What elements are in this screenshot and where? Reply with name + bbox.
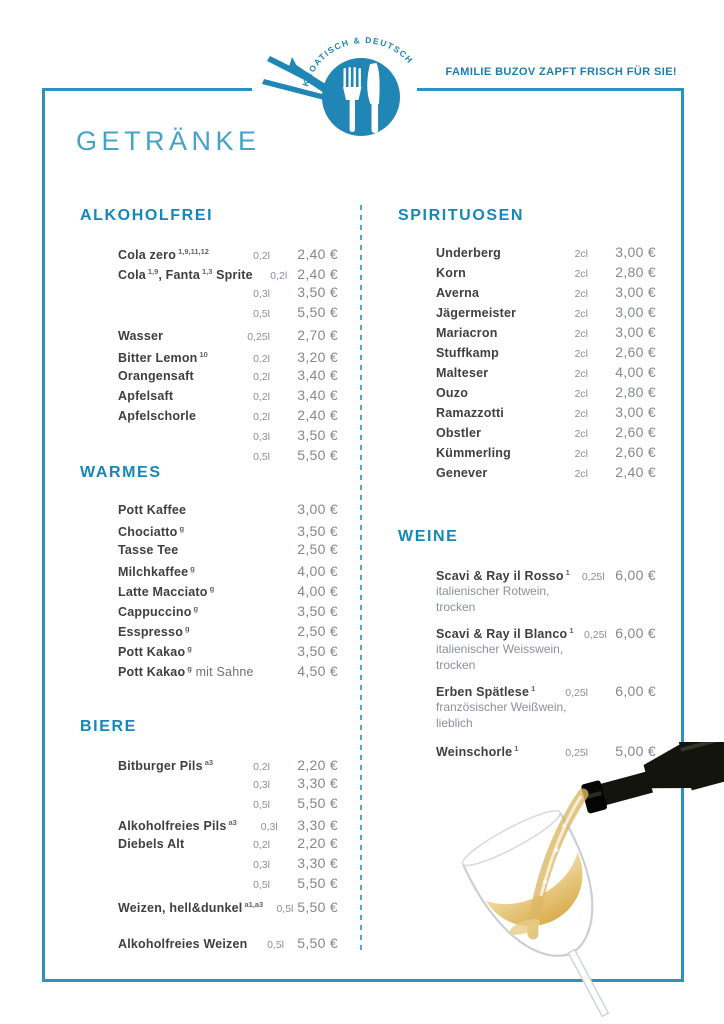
item-name: Cappuccino $^g$ (118, 604, 199, 620)
item-price: 2,40 € (297, 246, 338, 263)
item-name: Ouzo (436, 386, 469, 400)
item-price: 2,60 € (615, 444, 656, 460)
menu-item-row (80, 659, 338, 679)
menu-item-row (80, 405, 338, 425)
item-quantity: 2cl (574, 428, 588, 440)
item-price: 2,80 € (615, 264, 656, 280)
item-description: italienischer Rotwein, (436, 584, 550, 598)
item-quantity: 2cl (574, 388, 588, 400)
item-price: 3,40 € (297, 387, 338, 403)
item-price: 5,50 € (297, 875, 338, 891)
menu-item-row (398, 442, 656, 462)
menu-item-row (80, 425, 338, 445)
tagline: FAMILIE BUZOV ZAPFT FRISCH FÜR SIE! (445, 66, 677, 78)
item-name: Stuffkamp (436, 346, 499, 360)
item-name: Erben Spätlese $^1$ (436, 684, 536, 700)
item-name: Bitter Lemon $^{10}$ (118, 350, 208, 366)
item-price: 3,50 € (297, 523, 338, 540)
item-price: 4,50 € (297, 663, 338, 680)
item-name: Diebels Alt (118, 837, 185, 851)
item-footnote: 1 (514, 744, 519, 753)
menu-item-row (398, 679, 656, 699)
menu-item-row (80, 385, 338, 405)
item-name: Obstler (436, 426, 482, 440)
item-price: 5,00 € (615, 743, 656, 760)
item-quantity: 0,25l (565, 747, 588, 760)
item-price: 3,20 € (297, 349, 338, 366)
section-rows (80, 499, 338, 679)
item-price: 2,20 € (297, 757, 338, 774)
item-name: Kümmerling (436, 446, 511, 460)
item-footnote: g (185, 624, 190, 633)
section-warmes (80, 464, 338, 679)
item-name: Esspresso $^g$ (118, 624, 190, 640)
item-name: Jägermeister (436, 306, 517, 320)
item-name: Milchkaffee $^g$ (118, 564, 195, 580)
item-price: 2,40 € (297, 266, 338, 283)
item-footnote: 1 (531, 684, 536, 693)
menu-item-row (80, 365, 338, 385)
section-spirituosen (398, 207, 656, 482)
item-price: 6,00 € (615, 567, 656, 584)
item-quantity: 0,5l (253, 308, 270, 320)
item-name: Alkoholfreies Pils $^{a3}$ (118, 818, 237, 834)
item-description: trocken (436, 658, 476, 672)
menu-item-row (398, 621, 656, 641)
item-price: 3,30 € (297, 775, 338, 791)
menu-item-row (80, 519, 338, 539)
item-price: 3,50 € (297, 643, 338, 660)
item-name: Ramazzotti (436, 406, 504, 420)
item-name: Alkoholfreies Weizen (118, 937, 248, 951)
menu-item-row (80, 445, 338, 465)
item-name: Latte Macciato $^g$ (118, 584, 215, 600)
menu-item-row (80, 242, 338, 262)
section-title: SPIRITUOSEN (398, 207, 525, 224)
item-price: 4,00 € (615, 364, 656, 380)
item-quantity: 2cl (574, 268, 588, 280)
item-name: Apfelsaft (118, 389, 174, 403)
item-name: Cola $^{1,9}$, Fanta $^{1,3}$ Sprite (118, 267, 253, 283)
item-quantity: 2cl (574, 308, 588, 320)
item-quantity: 0,25l (247, 331, 270, 343)
item-quantity: 0,3l (260, 821, 278, 834)
menu-item-row (398, 402, 656, 422)
item-footnote: g (209, 584, 215, 593)
menu-item-row (80, 933, 338, 953)
menu-item-row (398, 322, 656, 342)
item-quantity: 0,25l (584, 629, 607, 642)
item-name: Wasser (118, 329, 164, 343)
item-quantity: 2cl (574, 408, 588, 420)
menu-item-row (80, 599, 338, 619)
menu-item-row (80, 793, 338, 813)
item-name: Orangensaft (118, 369, 194, 383)
item-price: 2,40 € (297, 407, 338, 423)
item-price: 2,40 € (615, 464, 656, 480)
item-price: 6,00 € (615, 625, 656, 642)
menu-item-row (80, 499, 338, 519)
item-quantity: 0,2l (253, 411, 270, 423)
menu-item-row (80, 559, 338, 579)
item-name: Weinschorle $^1$ (436, 744, 519, 760)
page-title: GETRÄNKE (76, 126, 261, 156)
item-footnote: 1 (569, 626, 574, 635)
item-price: 2,60 € (615, 424, 656, 440)
item-price: 2,70 € (297, 327, 338, 343)
item-name: Mariacron (436, 326, 498, 340)
wine-pour-photo (440, 742, 724, 1024)
item-price: 4,00 € (297, 563, 338, 580)
item-price: 3,00 € (297, 501, 338, 517)
item-footnote: a3 (204, 758, 214, 767)
section-rows (80, 242, 338, 465)
item-quantity: 0,5l (267, 939, 285, 951)
item-quantity: 2cl (574, 468, 588, 480)
item-quantity: 0,2l (253, 371, 270, 383)
item-price: 3,50 € (297, 603, 338, 620)
item-name: Chociatto $^g$ (118, 524, 185, 540)
menu-item-row (80, 895, 338, 915)
item-quantity: 0,2l (253, 839, 270, 851)
item-quantity: 0,3l (253, 779, 270, 791)
item-footnote: g (179, 524, 185, 533)
item-footnote: 1,9,11,12 (178, 247, 209, 256)
menu-item-row (80, 873, 338, 893)
item-price: 3,50 € (297, 427, 338, 443)
menu-item-row (398, 342, 656, 362)
item-quantity: 0,25l (565, 687, 588, 700)
item-quantity: 0,2l (253, 391, 270, 403)
item-name: Tasse Tee (118, 543, 179, 557)
item-quantity: 0,3l (253, 859, 270, 871)
item-price: 2,50 € (297, 623, 338, 640)
section-rows (398, 242, 656, 482)
item-footnote: g (193, 604, 199, 613)
item-price: 5,50 € (297, 304, 338, 320)
section-alkoholfrei (80, 207, 338, 465)
item-footnote: a1,a3 (244, 900, 264, 909)
item-quantity: 0,3l (253, 288, 270, 300)
menu-item-row (80, 833, 338, 853)
item-price: 2,50 € (297, 541, 338, 557)
item-footnote: g (187, 644, 192, 653)
menu-item-row (398, 563, 656, 583)
item-name: Malteser (436, 366, 489, 380)
menu-item-row (398, 382, 656, 402)
item-name: Averna (436, 286, 480, 300)
menu-item-row (80, 753, 338, 773)
section-title: WARMES (80, 464, 162, 481)
item-quantity: 0,5l (253, 799, 270, 811)
menu-item-row (80, 619, 338, 639)
menu-item-row (80, 813, 338, 833)
item-quantity: 0,3l (253, 431, 270, 443)
item-footnote: 1,9 (147, 267, 159, 276)
item-price: 2,60 € (615, 344, 656, 360)
item-price: 3,00 € (615, 304, 656, 320)
item-name: Scavi & Ray il Rosso $^1$ (436, 568, 570, 584)
item-price: 6,00 € (615, 683, 656, 700)
item-quantity: 0,25l (581, 571, 605, 584)
item-quantity: 0,2l (253, 353, 270, 366)
item-price: 2,20 € (297, 835, 338, 851)
menu-item-row (80, 302, 338, 322)
item-footnote: g (187, 664, 192, 673)
item-description: italienischer Weisswein, (436, 642, 564, 656)
item-name: Korn (436, 266, 466, 280)
item-name: Cola zero $^{1,9,11,12}$ (118, 247, 209, 263)
item-price: 5,50 € (297, 935, 338, 951)
item-name: Genever (436, 466, 488, 480)
restaurant-logo (240, 30, 480, 150)
menu-item-row (398, 242, 656, 262)
section-title: WEINE (398, 528, 459, 545)
section-title: ALKOHOLFREI (80, 207, 214, 224)
item-description: lieblich (436, 716, 473, 730)
item-description: trocken (436, 600, 476, 614)
item-name: Pott Kaffee (118, 503, 187, 517)
item-footnote: a3 (228, 818, 237, 827)
menu-item-row (80, 579, 338, 599)
item-price: 3,40 € (297, 367, 338, 383)
section-title: BIERE (80, 718, 137, 735)
item-quantity: 2cl (574, 248, 588, 260)
item-price: 5,50 € (297, 899, 338, 916)
menu-item-row (80, 262, 338, 282)
item-footnote: 1 (565, 568, 570, 577)
item-quantity: 0,2l (253, 250, 270, 263)
item-name: Pott Kakao $^g$ (118, 644, 192, 660)
menu-item-row (398, 282, 656, 302)
item-quantity: 0,5l (253, 451, 270, 463)
item-quantity: 0,2l (270, 270, 288, 283)
menu-item-row (80, 539, 338, 559)
column-divider-dashed-line (360, 205, 362, 953)
item-name: Scavi & Ray il Blanco $^1$ (436, 626, 574, 642)
item-price: 3,00 € (615, 324, 656, 340)
logo-circle (322, 58, 400, 136)
item-name: Bitburger Pils $^{a3}$ (118, 758, 214, 774)
item-quantity: 0,5l (276, 903, 294, 916)
item-footnote: g (190, 564, 195, 573)
item-price: 5,50 € (297, 447, 338, 463)
section-weine (398, 528, 656, 759)
item-quantity: 2cl (574, 448, 588, 460)
menu-item-row (80, 325, 338, 345)
menu-item-row (398, 302, 656, 322)
item-quantity: 2cl (574, 348, 588, 360)
item-price: 3,50 € (297, 284, 338, 300)
menu-item-row (398, 422, 656, 442)
item-name: Weizen, hell&dunkel $^{a1,a3}$ (118, 900, 264, 916)
menu-item-row (398, 362, 656, 382)
item-footnote: 10 (199, 350, 208, 359)
item-name: Apfelschorle (118, 409, 197, 423)
bottle-icon (576, 742, 724, 818)
menu-item-row (80, 345, 338, 365)
item-price: 3,00 € (615, 284, 656, 300)
item-price: 3,30 € (297, 855, 338, 871)
item-price: 3,30 € (297, 817, 338, 834)
section-rows (80, 753, 338, 953)
item-price: 3,00 € (615, 244, 656, 260)
menu-item-row (398, 262, 656, 282)
item-quantity: 2cl (574, 368, 588, 380)
item-footnote: 1,3 (202, 267, 213, 276)
menu-item-row (80, 853, 338, 873)
logo-arc-text: KROATISCH & DEUTSCH (300, 34, 416, 88)
item-price: 3,00 € (615, 404, 656, 420)
item-quantity: 2cl (574, 288, 588, 300)
menu-item-row (398, 462, 656, 482)
item-name: Underberg (436, 246, 502, 260)
item-price: 4,00 € (297, 583, 338, 600)
item-price: 2,80 € (615, 384, 656, 400)
section-rows (398, 563, 656, 759)
item-quantity: 0,5l (253, 879, 270, 891)
item-price: 5,50 € (297, 795, 338, 811)
menu-item-row (80, 639, 338, 659)
item-quantity: 2cl (574, 328, 588, 340)
item-description: französischer Weißwein, (436, 700, 567, 714)
item-name: Pott Kakao $^g$ mit Sahne (118, 664, 254, 680)
section-biere (80, 718, 338, 953)
item-quantity: 0,2l (253, 761, 270, 774)
